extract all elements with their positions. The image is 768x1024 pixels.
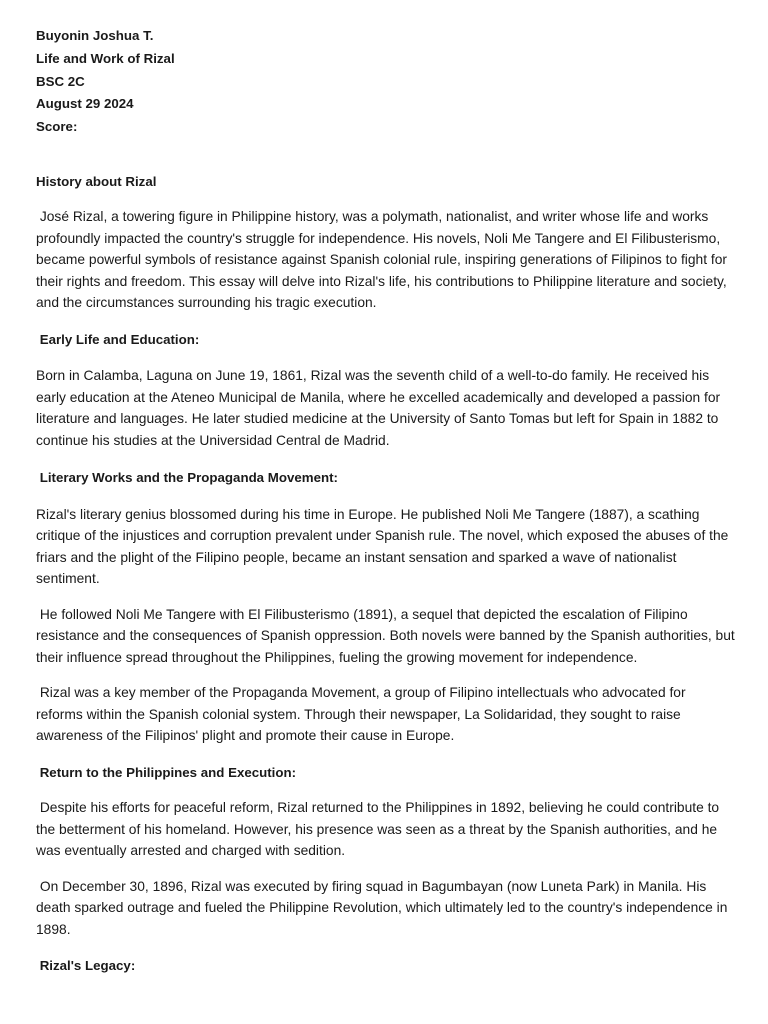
submission-date: August 29 2024 (36, 96, 134, 112)
document-header (36, 25, 736, 139)
paragraph: Born in Calamba, Laguna on June 19, 1861, Rizal was the seventh child of a well-to-do family. He received his early education at the Ateneo Municipal de Manila, where he excelled academically and developed a passion for literature and languages. He later studied medicine at the University of Santo Tomas but left for Spain in 1882 to continue his studies at the Universidad Central de Madrid. (36, 368, 721, 448)
paragraph: He followed Noli Me Tangere with El Filibusterismo (1891), a sequel that depicted the escalation of Filipino resistance and the consequences of Spanish oppression. Both novels were banned by the Spanish authorities, but their influence spread throughout the Philippines, fueling the growing movement for independence. (36, 606, 739, 665)
section-heading-literary-works: Literary Works and the Propaganda Movement: (36, 470, 338, 486)
section-heading-early-life: Early Life and Education: (36, 331, 200, 347)
paragraph: On December 30, 1896, Rizal was executed by firing squad in Bagumbayan (now Luneta Park) in Manila. His death sparked outrage and fueled the Philippine Revolution, which ultimately led to the country's independence in 1898. (36, 878, 732, 937)
document-page (36, 25, 739, 977)
paragraph: Rizal was a key member of the Propaganda Movement, a group of Filipino intellectuals who advocated for reforms within the Spanish colonial system. Through their newspaper, La Solidaridad, they sought to raise awareness of the Filipinos' plight and promote their cause in Europe. (36, 685, 690, 744)
document-title: History about Rizal (36, 173, 157, 189)
score-label: Score: (36, 119, 78, 135)
class-section: BSC 2C (36, 73, 85, 89)
intro-paragraph: José Rizal, a towering figure in Philippine history, was a polymath, nationalist, and writer whose life and works profoundly impacted the country's struggle for independence. His novels, Noli Me Tangere and El Filibusterismo, became powerful symbols of resistance against Spanish colonial rule, inspiring generations of Filipinos to fight for their rights and freedom. This essay will delve into Rizal's life, his contributions to Philippine literature and society, and the circumstances surrounding his tragic execution. (36, 209, 731, 311)
section-heading-legacy: Rizal's Legacy: (36, 958, 136, 974)
student-name: Buyonin Joshua T. (36, 28, 154, 43)
section-heading-return-execution: Return to the Philippines and Execution: (36, 764, 297, 780)
course-title: Life and Work of Rizal (36, 50, 175, 66)
paragraph: Despite his efforts for peaceful reform, Rizal returned to the Philippines in 1892, believing he could contribute to the betterment of his homeland. However, his presence was seen as a threat by the Spanish authorities, and he was eventually arrested and charged with sedition. (36, 800, 723, 859)
paragraph: Rizal's literary genius blossomed during his time in Europe. He published Noli Me Tangere (1887), a scathing critique of the injustices and corruption prevalent under Spanish rule. The novel, which exposed the abuses of the friars and the plight of the Filipino people, became an instant sensation and sparked a wave of nationalist sentiment. (36, 506, 729, 587)
